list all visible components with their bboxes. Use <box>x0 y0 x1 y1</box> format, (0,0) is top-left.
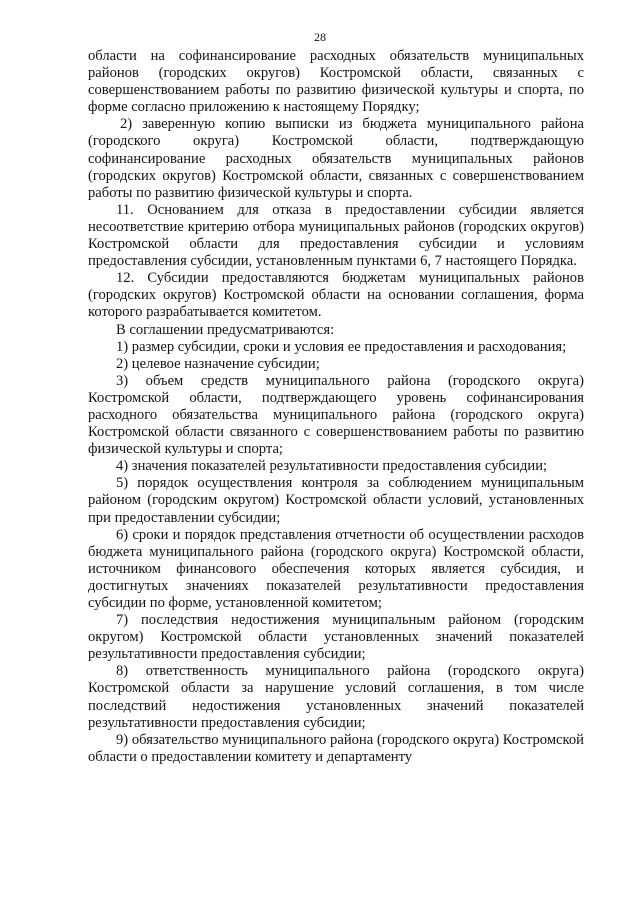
page-number: 28 <box>314 30 326 44</box>
list-item-9: 9) обязательство муниципального района (городского округа) Костромской области о предоставлении комитету и департаменту <box>88 731 584 765</box>
paragraph-continuation: области на софинансирование расходных обязательств муниципальных районов (городских округов) Костромской области, связанных с совершенствованием работы по развитию физической культуры и спорта, по форме согласно приложению к настоящему Порядку; <box>88 48 584 116</box>
list-item-6: 6) сроки и порядок представления отчетности об осуществлении расходов бюджета муниципального района (городского округа) Костромской области, источником финансового обеспечения которых является субсидия, и достигнутых значениях показателей результативности предоставления субсидии по форме, установленной комитетом; <box>88 526 584 611</box>
list-item-3: 3) объем средств муниципального района (городского округа) Костромской области, подтверждающего уровень софинансирования расходного обязательства муниципального района (городского округа) Костромской области связанного с совершенствованием работы по развитию физической культуры и спорта; <box>88 372 584 458</box>
paragraph-item-2-copy-extract: 2) заверенную копию выписки из бюджета муниципального района (городского округа) Костромской области, подтверждающую софинансирование расходных обязательств муниципальных районов (городских округов) Костромской области, связанных с совершенствованием работы по развитию физической культуры и спорта. <box>88 116 584 201</box>
list-item-1: 1) размер субсидии, сроки и условия ее предоставления и расходования; <box>116 338 567 355</box>
paragraph-agreement-intro: В соглашении предусматриваются: <box>116 321 335 338</box>
list-item-5: 5) порядок осуществления контроля за соблюдением муниципальным районом (городским округом) Костромской области условий, установленных при предоставлении субсидии; <box>88 475 584 526</box>
paragraph-clause-12: 12. Субсидии предоставляются бюджетам муниципальных районов (городских округов) Костромской области на основании соглашения, форма которого разрабатывается комитетом. <box>88 270 584 321</box>
list-item-4: 4) значения показателей результативности предоставления субсидии; <box>116 458 548 475</box>
paragraph-clause-11: 11. Основанием для отказа в предоставлении субсидии является несоответствие критерию отбора муниципальных районов (городских округов) Костромской области для предоставления субсидии и условиям предоставления субсидии, установленным пунктами 6, 7 настоящего Порядка. <box>88 201 584 270</box>
document-body <box>88 48 584 766</box>
list-item-7: 7) последствия недостижения муниципальным районом (городским округом) Костромской области установленных значений показателей результативности предоставления субсидии; <box>88 612 584 663</box>
list-item-2: 2) целевое назначение субсидии; <box>116 355 320 372</box>
list-item-8: 8) ответственность муниципального района (городского округа) Костромской области за нарушение условий соглашения, в том числе последствий недостижения установленных значений показателей результативности предоставления субсидии; <box>88 663 584 731</box>
